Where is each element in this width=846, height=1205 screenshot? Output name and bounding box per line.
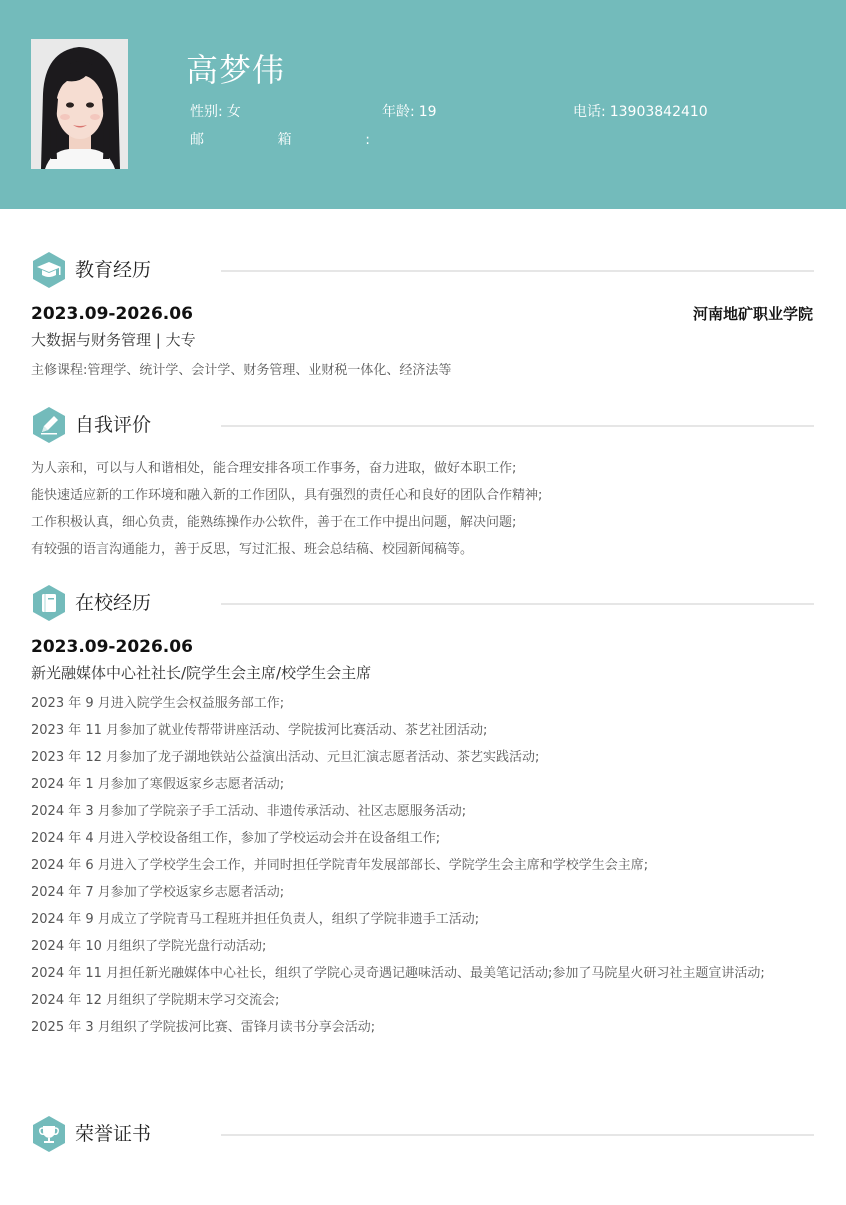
list-item: 2024 年 10 月组织了学院光盘行动活动; (31, 939, 267, 954)
section-divider (221, 425, 814, 427)
section-divider (221, 1134, 814, 1136)
book-icon (31, 584, 67, 622)
section-title: 在校经历 (75, 592, 152, 614)
email-char-2: 箱 (277, 132, 292, 148)
email-char-1: 邮 (190, 132, 204, 148)
education-date: 2023.09-2026.06 (31, 304, 193, 324)
section-title: 教育经历 (75, 259, 152, 281)
email-char-3: : (365, 132, 370, 148)
candidate-name: 高梦伟 (186, 51, 286, 89)
gender-value: 女 (226, 104, 241, 120)
list-item: 2023 年 11 月参加了就业传帮带讲座活动、学院拔河比赛活动、茶艺社团活动; (31, 723, 488, 738)
list-item: 2024 年 3 月参加了学院亲子手工活动、非遗传承活动、社区志愿服务活动; (31, 804, 467, 819)
graduation-cap-icon (31, 251, 67, 289)
major-degree: 大数据与财务管理 | 大专 (31, 331, 196, 349)
courses-text (31, 357, 816, 384)
self-eval-line: 为人亲和，可以与人和谐相处，能合理安排各项工作事务，奋力进取，做好本职工作; (31, 461, 517, 476)
list-item: 2024 年 12 月组织了学院期末学习交流会; (31, 993, 280, 1008)
pen-icon (31, 406, 67, 444)
phone-value: 13903842410 (609, 104, 708, 120)
self-eval-text (31, 455, 816, 563)
age-label: 年龄: (382, 104, 415, 120)
list-item: 2023 年 12 月参加了龙子湖地铁站公益演出活动、元旦汇演志愿者活动、茶艺实践活动; (31, 750, 540, 765)
campus-items (31, 690, 816, 1041)
gender-info (190, 102, 241, 122)
section-honors-heading (31, 1115, 814, 1153)
school-name: 河南地矿职业学院 (692, 305, 813, 323)
section-title: 荣誉证书 (75, 1123, 152, 1145)
self-eval-line: 能快速适应新的工作环境和融入新的工作团队，具有强烈的责任心和良好的团队合作精神; (31, 488, 543, 503)
phone-label: 电话: (573, 104, 606, 120)
section-divider (221, 603, 814, 605)
trophy-icon (31, 1115, 67, 1153)
campus-date: 2023.09-2026.06 (31, 637, 193, 657)
list-item: 2024 年 7 月参加了学校返家乡志愿者活动; (31, 885, 285, 900)
self-eval-line: 工作积极认真，细心负责，能熟练操作办公软件，善于在工作中提出问题，解决问题; (31, 515, 517, 530)
section-divider (221, 270, 814, 272)
section-education-heading (31, 251, 814, 289)
list-item: 2025 年 3 月组织了学院拔河比赛、雷锋月读书分享会活动; (31, 1020, 376, 1035)
section-title: 自我评价 (75, 414, 152, 436)
courses-line: 主修课程:管理学、统计学、会计学、财务管理、业财税一体化、经济法等 (31, 363, 452, 378)
campus-role: 新光融媒体中心社社长/院学生会主席/校学生会主席 (31, 664, 372, 682)
list-item: 2024 年 9 月成立了学院青马工程班并担任负责人，组织了学院非遗手工活动; (31, 912, 480, 927)
list-item: 2024 年 11 月担任新光融媒体中心社长，组织了学院心灵奇遇记趣味活动、最美笔记活动;参加了马院星火研习社主题宣讲活动; (31, 966, 765, 981)
list-item: 2023 年 9 月进入院学生会权益服务部工作; (31, 696, 285, 711)
section-self-eval-heading (31, 406, 814, 444)
list-item: 2024 年 4 月进入学校设备组工作，参加了学校运动会并在设备组工作; (31, 831, 441, 846)
gender-label: 性别: (190, 104, 223, 120)
phone-info (573, 102, 708, 122)
section-campus-heading (31, 584, 814, 622)
age-info (382, 102, 437, 122)
email-label (190, 130, 370, 150)
header-banner (0, 0, 846, 209)
list-item: 2024 年 6 月进入了学校学生会工作，并同时担任学院青年发展部部长、学院学生会主席和学校学生会主席; (31, 858, 649, 873)
profile-photo (31, 39, 128, 169)
self-eval-line: 有较强的语言沟通能力，善于反思，写过汇报、班会总结稿、校园新闻稿等。 (31, 542, 474, 557)
list-item: 2024 年 1 月参加了寒假返家乡志愿者活动; (31, 777, 285, 792)
age-value: 19 (418, 104, 437, 120)
